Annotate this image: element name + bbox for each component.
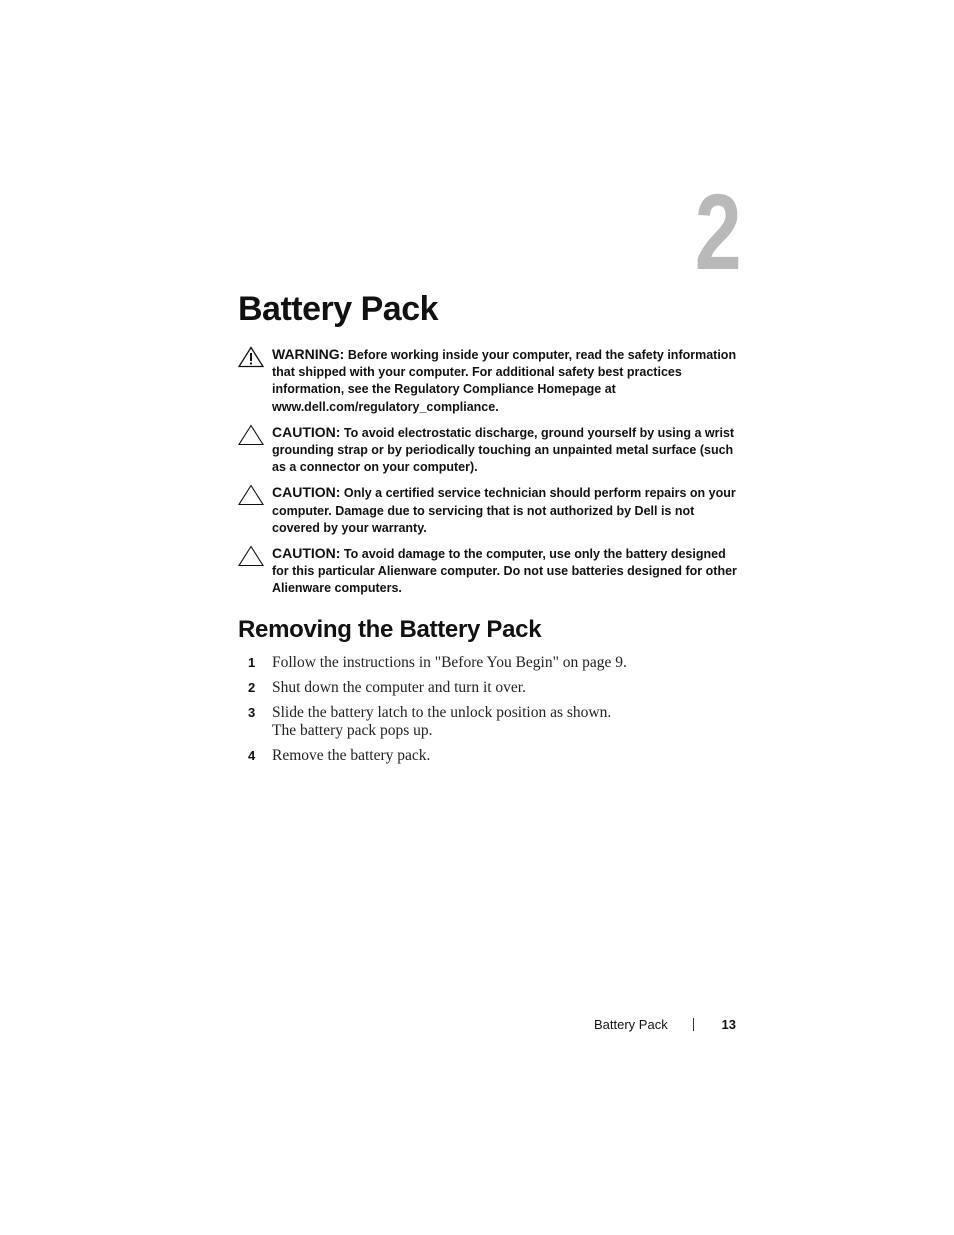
notice-text: To avoid electrostatic discharge, ground yourself by using a wrist grounding strap or by periodically touching an unpainted metal surface (such as a connector on your computer). <box>272 425 735 475</box>
warning-notice <box>238 346 738 416</box>
step-text: Shut down the computer and turn it over. <box>272 679 526 696</box>
chapter-title: Battery Pack <box>238 290 439 328</box>
notice-label: CAUTION: <box>272 545 341 562</box>
page-number: 13 <box>721 1017 736 1032</box>
notice-text: Before working inside your computer, read the safety information that shipped with your computer. For additional safety best practices information, see the Regulatory Compliance Homepage at www.dell.com/regulatory_compliance. <box>272 348 737 414</box>
caution-triangle-icon <box>238 484 264 506</box>
step-number: 4 <box>248 748 256 763</box>
procedure-steps <box>238 654 738 772</box>
notice-text: To avoid damage to the computer, use only the battery designed for this particular Alienware computer. Do not use batteries designed for other Alienware computers. <box>272 547 737 596</box>
footer-divider <box>693 1018 694 1031</box>
caution-notice <box>238 424 738 477</box>
safety-notices <box>238 346 738 606</box>
notice-text: Only a certified service technician should perform repairs on your computer. Damage due to servicing that is not authorized by Dell is not covered by your warranty. <box>272 486 736 535</box>
step-number: 1 <box>248 655 256 670</box>
step-number: 3 <box>248 705 256 720</box>
caution-notice <box>238 545 738 598</box>
chapter-number: 2 <box>694 171 740 292</box>
section-heading: Removing the Battery Pack <box>238 616 542 643</box>
caution-triangle-icon <box>238 545 264 567</box>
caution-notice <box>238 484 738 537</box>
warning-triangle-icon <box>238 346 264 368</box>
step-text: Remove the battery pack. <box>272 747 431 764</box>
notice-label: CAUTION: <box>272 484 341 501</box>
page-footer <box>560 1015 736 1035</box>
footer-chapter-title: Battery Pack <box>594 1017 668 1032</box>
step-item <box>238 704 738 740</box>
step-item <box>238 654 738 672</box>
notice-label: WARNING: <box>272 346 345 362</box>
step-text: Follow the instructions in "Before You Begin" on page 9. <box>272 654 627 671</box>
notice-label: CAUTION: <box>272 423 341 440</box>
step-item <box>238 679 738 697</box>
step-result-text: The battery pack pops up. <box>272 722 433 739</box>
step-item <box>238 747 738 765</box>
step-text: Slide the battery latch to the unlock position as shown. <box>272 704 612 721</box>
caution-triangle-icon <box>238 424 264 446</box>
step-number: 2 <box>248 680 256 695</box>
